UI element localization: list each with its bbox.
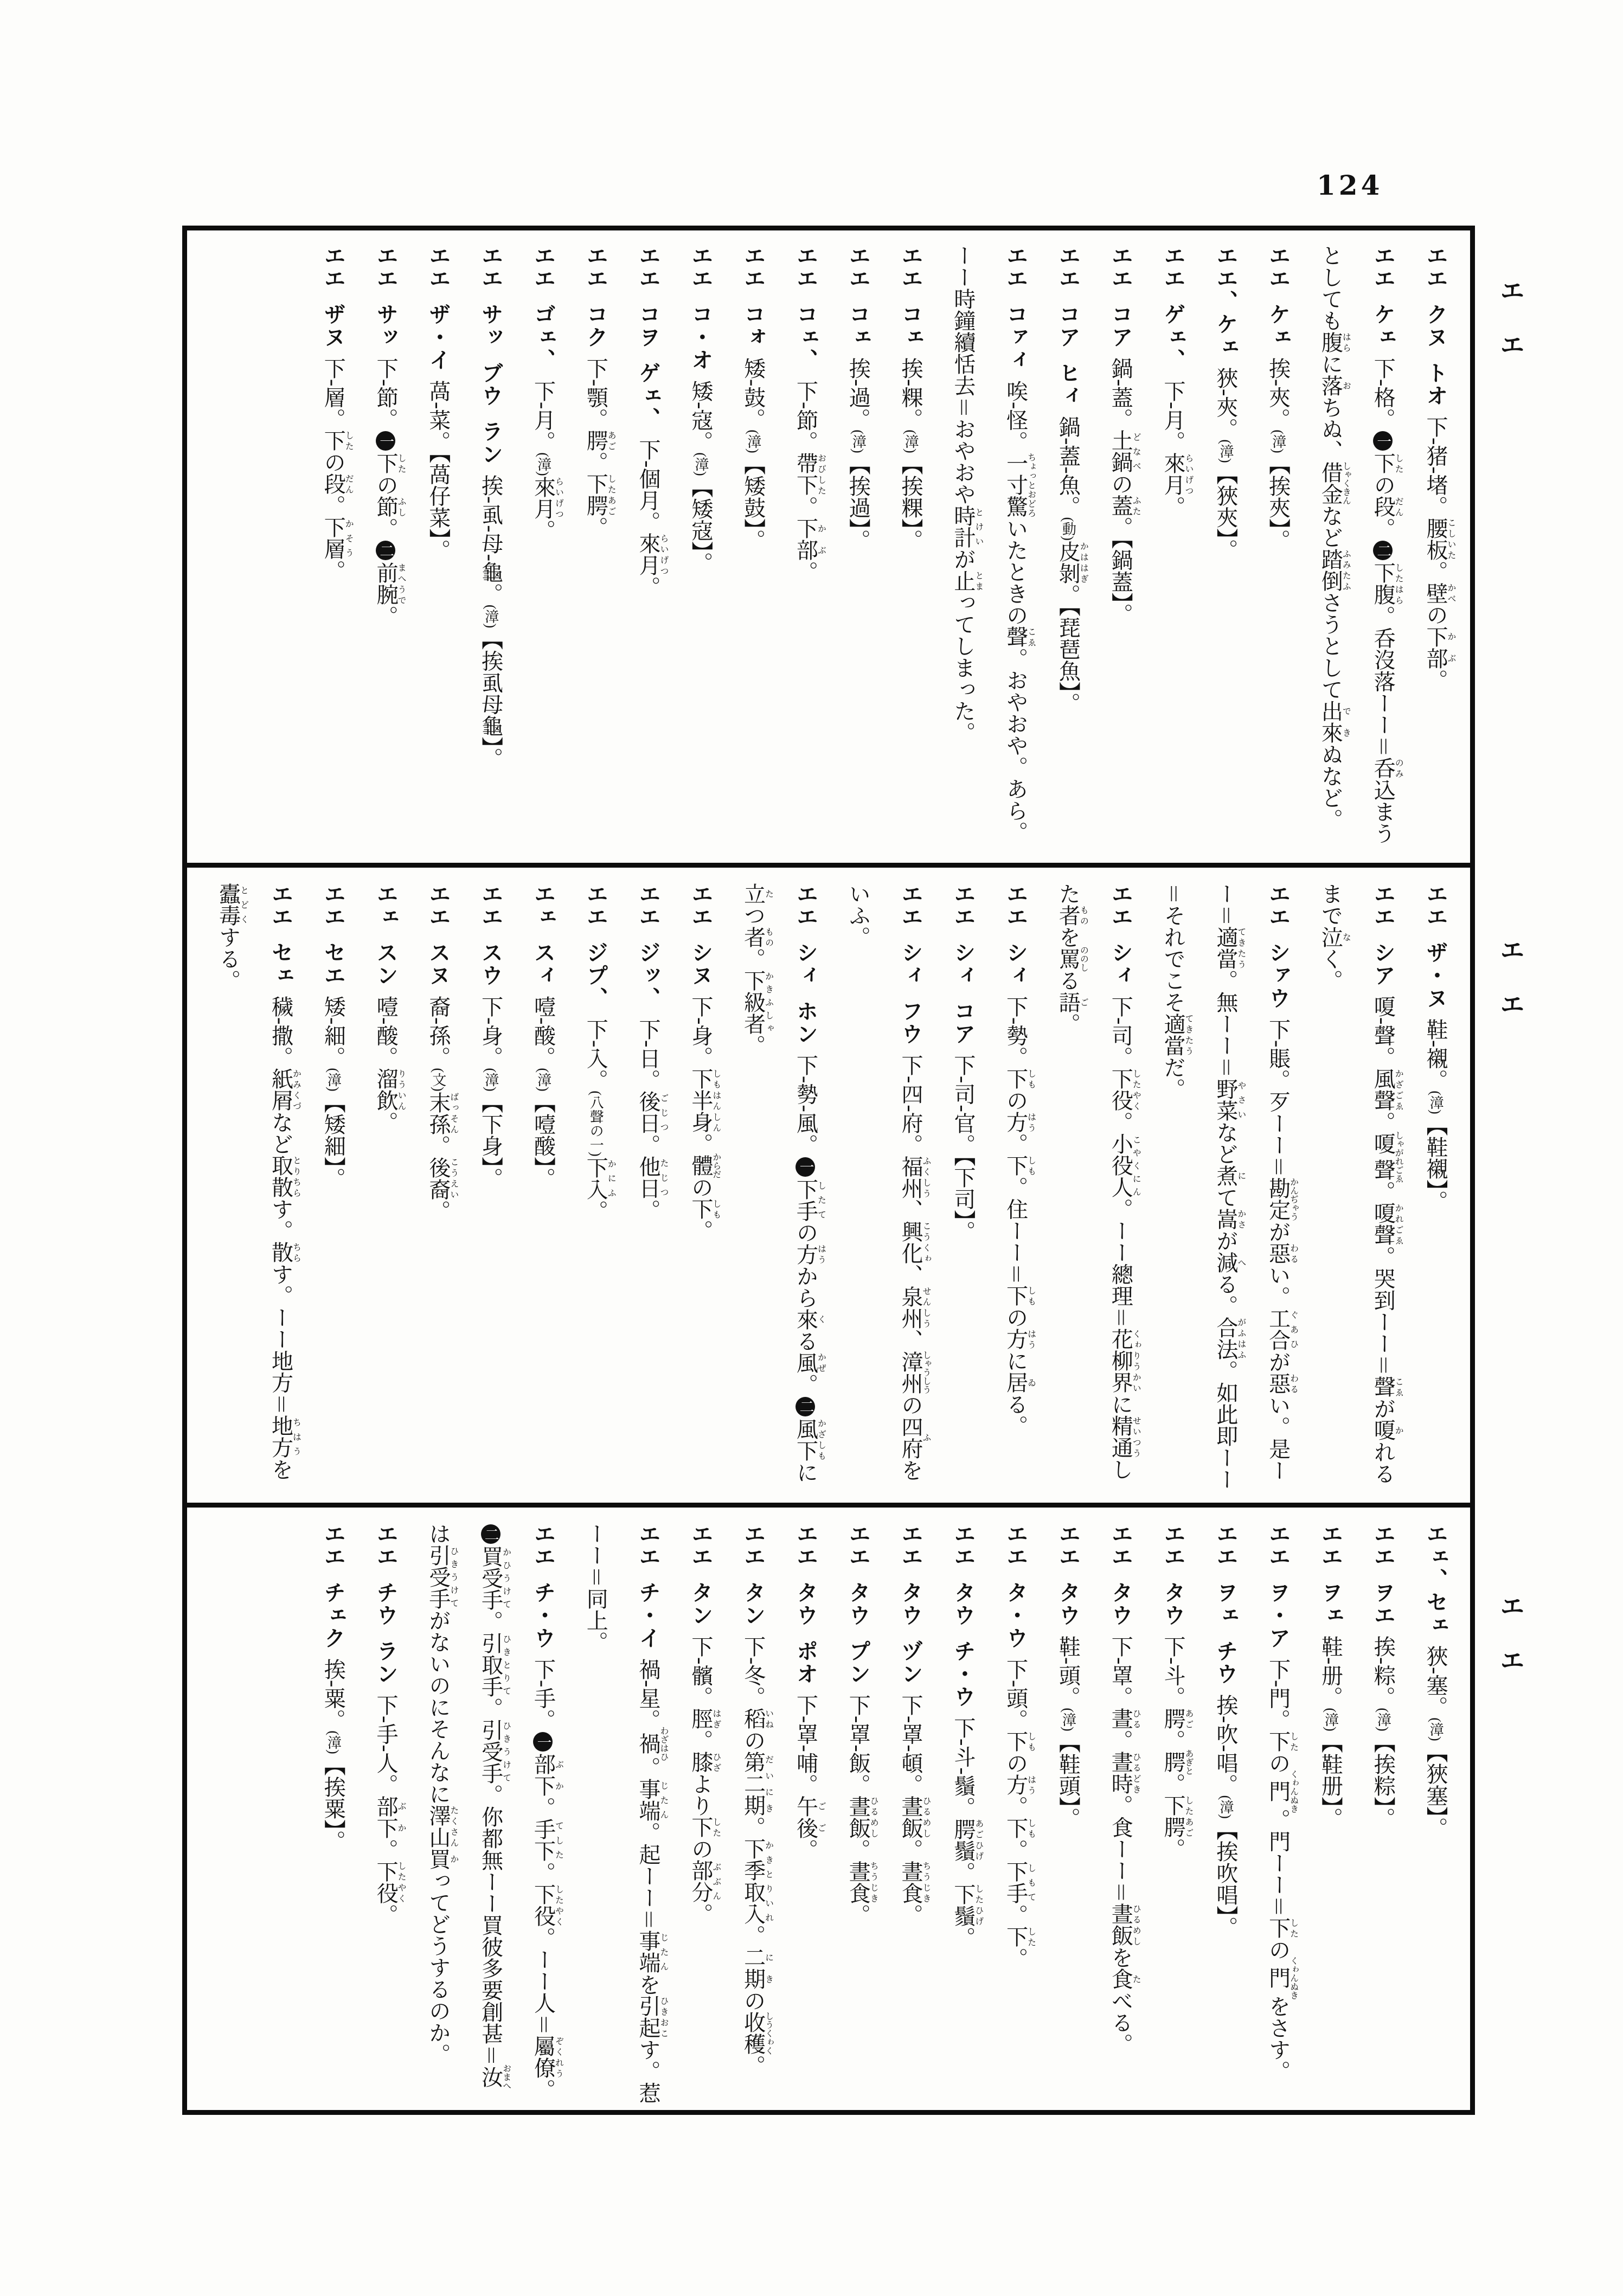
entry-kana-reading: エエ シィ	[1108, 883, 1133, 987]
entry-kana-reading: エエ ザ・ヌ	[1423, 883, 1448, 1010]
dict-entry	[989, 1523, 1042, 2105]
entry-kana-reading: エエ コク	[583, 245, 608, 349]
entry-kana-reading: エェ スン	[374, 883, 399, 987]
entry-definition: 下-賬。歹ーー＝勘定かんぢゃうが惡わるい。工合ぐあひが惡わるい。是ーー＝適當てきたう。無ーー＝野菜やさいなど煮にて嵩かさが減へる。合法がふはふ。如此即ーー＝それでこそ適當てきたうだ。	[1161, 883, 1298, 1490]
dict-entry	[1356, 1523, 1409, 2105]
entry-definition: 下-罩-飯。晝飯ひるめし。晝食ちうじき。	[846, 1694, 878, 1926]
margin-guide-kana-band2: エエ	[1497, 937, 1524, 1046]
entry-definition: 下-斗-鬚。腭鬚あごひげ。下鬚したひげ。	[951, 1717, 983, 1948]
dict-entry	[1304, 245, 1409, 857]
dict-entry	[412, 883, 464, 1497]
entry-kana-reading: エエ コア ヒィ	[1056, 245, 1081, 407]
entry-kana-reading: エエ タウ	[1056, 1523, 1081, 1627]
dict-entry	[1146, 883, 1304, 1497]
dict-entry	[1252, 245, 1304, 857]
dict-entry	[1409, 1523, 1461, 2105]
entry-definition: 下-手-人。部下ぶか。下役したやく。	[374, 1694, 406, 1926]
entry-definition: 下-身。下半身しもはんしん。體からだの下しも。	[688, 996, 721, 1242]
dict-entry	[1304, 883, 1409, 1497]
band-3	[187, 1509, 1470, 2109]
entry-kana-reading: エエ ヲエ	[1371, 1523, 1396, 1627]
dict-entry	[1199, 1523, 1252, 2105]
band-2	[187, 869, 1470, 1501]
entry-definition: 下-格。一下したの段だん。二下腹したはら。呑沒落ーー＝呑のみ込まうとしても腹はらに落おちぬ、借金しゃくきんなど踏倒ふみたふさうとして出來できぬなど。	[1318, 245, 1403, 844]
entry-kana-reading: エエ タウ ヅン	[899, 1523, 923, 1685]
entry-definition: 鞋-册。(漳)【鞋册】。	[1318, 1636, 1343, 1829]
circled-number: 一	[1373, 431, 1393, 451]
entry-definition: 下-門。下したの門くゎんぬき。門ーー＝下したの門くゎんぬきをさす。	[1266, 1658, 1298, 2082]
entry-kana-reading: エエ クヌ トオ	[1423, 245, 1448, 407]
entry-kana-reading: エエ タウ	[1108, 1523, 1133, 1627]
entry-kana-reading: エエ シィ コア	[951, 883, 976, 1046]
entry-kana-reading: エエ シィ フウ	[899, 883, 923, 1046]
entry-definition: 下-司。下役したやく。小役人こやくにん。ーー總理＝花柳界くゎりうかいに精通せいつうした者ものを罵ののしる語ご。	[1056, 883, 1141, 1480]
usage-marker: (漳)	[1428, 1717, 1444, 1741]
dict-entry	[727, 883, 832, 1497]
entry-definition: 鞋-襯。(漳)【鞋襯】。	[1423, 1018, 1448, 1212]
entry-definition: 挨-夾。(漳)【挨夾】。	[1266, 357, 1291, 551]
dict-entry	[1094, 245, 1146, 857]
entry-kana-reading: エエ タウ プン	[846, 1523, 871, 1685]
entry-definition: 下-勢。下しもの方はう。下しも。住ーー＝下しもの方はうに居ゐる。	[1003, 996, 1036, 1437]
entry-kana-reading: エエ サッ	[374, 245, 399, 349]
dict-entry	[517, 883, 569, 1497]
entry-definition: 下-日。後日ごじつ。他日たじつ。	[636, 1018, 669, 1221]
entry-kana-reading: エェ スィ	[531, 883, 556, 987]
dict-entry	[1146, 245, 1199, 857]
entry-definition: 下-身。(漳)【下身】。	[478, 996, 503, 1189]
usage-marker: (漳)	[1375, 1708, 1391, 1731]
entry-kana-reading: エエ スウ	[478, 883, 503, 987]
entry-kana-reading: エエ シヌ	[688, 883, 713, 987]
dict-entry	[1146, 1523, 1199, 2105]
entry-definition: 下-月。(漳)來月らいげつ。	[531, 380, 563, 541]
entry-kana-reading: エエ チウ ラン	[374, 1523, 399, 1685]
dict-entry	[674, 883, 727, 1497]
band-separator-1	[187, 863, 1470, 868]
dict-entry	[1304, 1523, 1357, 2105]
dict-entry	[936, 1523, 989, 2105]
dict-entry	[779, 245, 832, 857]
entry-definition: 下-層。下したの段だん。下層かそう。	[321, 357, 354, 582]
entry-definition: 下-勢-風。一下手したての方はうから來くる風かぜ。二風下かざしもに立たつ者もの。下級者かきふしゃ。	[741, 883, 826, 1483]
usage-marker: (動)	[1060, 517, 1076, 541]
entry-definition: 噎-酸。(漳)【噎酸】。	[531, 996, 556, 1189]
dict-entry	[359, 245, 412, 857]
dict-entry	[936, 883, 989, 1497]
entry-definition: 挨-吹-唱。(漳)【挨吹唱】。	[1213, 1694, 1238, 1938]
entry-definition: 下-猪-堵。腰板こしいた。壁かべの下部かぶ。	[1423, 416, 1455, 691]
usage-marker: (漳)	[535, 1068, 551, 1092]
usage-marker: (漳)	[692, 452, 709, 476]
entry-definition: 下-入。(八聲の一)下入かにふ。	[583, 1018, 616, 1222]
entry-kana-reading: エエ チ・ウ	[531, 1523, 556, 1650]
dict-entry	[306, 883, 359, 1497]
usage-marker: (漳)	[483, 1068, 499, 1092]
entry-definition: 唉-怪。一寸驚ちょっとおどろいたときの聲こゑ。おやおや。あら。ーー時鐘續恬去＝おやおや時計とけいが止とまってしまった。	[951, 245, 1036, 843]
entry-definition: 嗄-聲。風聲かざごゑ。嗄聲しゃがれごゑ。嗄聲かれごゑ。哭到ーー＝聲こゑが嗄かれるまで泣なく。	[1318, 883, 1403, 1485]
entry-definition: 下-頭。下しもの方はう。下しも。下手しもて。下した。	[1003, 1658, 1036, 1970]
usage-marker: (八聲の一)	[588, 1091, 604, 1157]
dict-entry	[831, 1523, 884, 2105]
entry-kana-reading: エエ ゴェ、	[531, 245, 556, 371]
dict-entry	[359, 1523, 412, 2105]
entry-kana-reading: エエ ヲ・ア	[1266, 1523, 1291, 1650]
entry-definition: 挨-粽。(漳)【挨粽】。	[1371, 1636, 1396, 1829]
circled-number: 二	[796, 1397, 815, 1416]
entry-definition: 下-月。來月らいげつ。	[1161, 380, 1194, 518]
band-separator-2	[187, 1503, 1470, 1508]
entry-kana-reading: エエ タウ ポオ	[793, 1523, 818, 1685]
usage-marker: (漳)	[325, 1068, 342, 1092]
entry-kana-reading: エエ タン	[688, 1523, 713, 1627]
entry-definition: 矮-鼓。(漳)【矮鼓】。	[741, 357, 766, 551]
dict-entry	[1042, 245, 1094, 857]
entry-kana-reading: エエ ジプ、	[583, 883, 608, 1010]
entry-kana-reading: エエ スヌ	[426, 883, 451, 987]
dict-entry	[359, 883, 412, 1497]
entry-kana-reading: エエ ゲェ、	[1161, 245, 1186, 371]
entry-kana-reading: エエ、ケェ	[1213, 245, 1238, 358]
entry-kana-reading: エエ チ・イ	[636, 1523, 661, 1650]
entry-definition: 噎-酸。溜飲りういん。	[374, 996, 406, 1133]
dict-entry	[412, 1523, 569, 2105]
usage-marker: (漳)	[1217, 1795, 1234, 1819]
usage-marker: (文)	[430, 1068, 446, 1092]
entry-kana-reading: エエ コア	[1108, 245, 1133, 349]
entry-kana-reading: エエ セエ	[321, 883, 346, 987]
entry-kana-reading: エエ コヲ ゲェ、	[636, 245, 661, 430]
entry-definition: 下-罩。晝ひる。晝時ひるどき。食ーー＝晝飯ひるめしを食たべる。	[1108, 1636, 1141, 2055]
dict-entry	[1094, 1523, 1146, 2105]
entry-kana-reading: エエ シィ ホン	[793, 883, 818, 1046]
usage-marker: (漳)	[850, 429, 867, 453]
entry-definition: 狹-夾。(漳)【狹夾】。	[1213, 367, 1238, 561]
entry-definition: 下-司-官。【下司】。	[951, 1054, 976, 1242]
entry-kana-reading: エエ コォ	[741, 245, 766, 349]
dict-entry	[884, 245, 936, 857]
entry-kana-reading: エエ コェ	[899, 245, 923, 349]
dict-entry	[831, 883, 936, 1497]
usage-marker: (漳)	[1323, 1708, 1339, 1731]
dict-entry	[569, 1523, 674, 2105]
dictionary-frame	[182, 226, 1475, 2115]
entry-definition: 裔-孫。(文)末孫ばっそん。後裔こうえい。	[426, 996, 458, 1222]
band-1	[187, 230, 1470, 862]
circled-number: 二	[1373, 541, 1393, 560]
dict-entry	[727, 1523, 779, 2105]
dict-entry	[884, 1523, 936, 2105]
dict-entry	[1409, 883, 1461, 1497]
dict-entry	[936, 245, 1042, 857]
entry-definition: 下-斗。腭あご。腭あぎと。下腭したあご。	[1161, 1636, 1194, 1860]
entry-definition: 萵-菜。【萵仔菜】。	[426, 380, 451, 561]
entry-definition: 下-罩-哺。午後ごご。	[793, 1694, 826, 1861]
dict-entry	[569, 245, 621, 857]
entry-definition: 禍-星。禍わざはひ。事端じたん。起ーー＝事端じたんを引起ひきおこす。惹ーー＝同上。	[583, 1523, 669, 2104]
entry-kana-reading: エエ ヲェ	[1318, 1523, 1343, 1627]
entry-kana-reading: エエ コェ	[846, 245, 871, 349]
dict-entry	[621, 883, 674, 1497]
margin-guide-kana-band3: エエ	[1497, 1593, 1524, 1702]
entry-definition: 挨-過。(漳)【挨過】。	[846, 357, 871, 551]
entry-kana-reading: エエ セェ	[268, 883, 293, 987]
entry-kana-reading: エエ コ・オ	[688, 245, 713, 371]
dict-entry	[517, 245, 569, 857]
circled-number: 一	[376, 431, 395, 451]
entry-kana-reading: エエ シア	[1371, 883, 1396, 987]
entry-definition: 下-四-府。福州ふくしう、興化こうくゎ、泉州せんしう、漳州しゃうしうの四府ふをいふ。	[846, 883, 931, 1481]
usage-marker: (漳)	[903, 429, 919, 453]
entry-definition: 鍋-蓋。土鍋どなべの蓋ふた。【鍋蓋】。	[1108, 357, 1141, 625]
usage-marker: (漳)	[483, 604, 499, 628]
usage-marker: (漳)	[1217, 439, 1234, 463]
entry-kana-reading: エエ ケェ	[1266, 245, 1291, 349]
dict-entry	[989, 883, 1042, 1497]
entry-definition: 挨-粿。(漳)【挨粿】。	[899, 357, 923, 551]
entry-kana-reading: エエ タ・ウ	[1003, 1523, 1028, 1650]
usage-marker: (漳)	[1060, 1708, 1076, 1731]
entry-definition: 矮-細。(漳)【矮細】。	[321, 996, 346, 1189]
dict-entry	[621, 245, 674, 857]
dict-entry	[674, 245, 727, 857]
dict-entry	[674, 1523, 727, 2105]
dict-entry	[1042, 1523, 1094, 2105]
circled-number: 一	[796, 1157, 815, 1177]
entry-definition: 挨-粟。(漳)【挨粟】。	[321, 1658, 346, 1852]
entry-kana-reading: エエ コェ、	[793, 245, 818, 371]
page-number: 124	[1317, 169, 1383, 201]
entry-kana-reading: エエ チェク	[321, 1523, 346, 1650]
entry-definition: 下-顎。腭あご。下腭したあご。	[583, 357, 616, 538]
entry-definition: 鞋-頭。(漳)【鞋頭】。	[1056, 1636, 1081, 1829]
entry-definition: 下-髕。脛はぎ。膝ひざより下したの部分ぶぶん。	[688, 1636, 721, 1925]
circled-number: 一	[533, 1732, 553, 1752]
entry-kana-reading: エエ シィ	[1003, 883, 1028, 987]
dict-entry	[464, 245, 517, 857]
dict-entry	[464, 883, 517, 1497]
dict-entry	[569, 883, 621, 1497]
entry-definition: 下-罩-頓。晝飯ひるめし。晝食ちうじき。	[899, 1694, 931, 1926]
dict-entry	[779, 1523, 832, 2105]
usage-marker: (漳)	[535, 452, 551, 476]
entry-kana-reading: エエ ジッ、	[636, 883, 661, 1010]
dict-entry	[1199, 245, 1252, 857]
dict-entry	[1252, 1523, 1304, 2105]
entry-kana-reading: エエ サッ ブウ ラン	[478, 245, 503, 466]
entry-kana-reading: エエ ザ・イ	[426, 245, 451, 371]
entry-kana-reading: エエ タウ	[1161, 1523, 1186, 1627]
entry-kana-reading: エエ ザヌ	[321, 245, 346, 349]
dict-entry	[412, 245, 464, 857]
entry-definition: 下-節。帶下おびした。下部かぶ。	[793, 380, 826, 583]
circled-number: 二	[481, 1524, 501, 1544]
entry-kana-reading: エエ シァウ	[1266, 883, 1291, 1010]
circled-number: 二	[376, 541, 395, 560]
usage-marker: (漳)	[745, 429, 761, 453]
entry-kana-reading: エエ ケェ	[1371, 245, 1396, 349]
dict-entry	[202, 883, 307, 1497]
entry-kana-reading: エエ コァィ	[1003, 245, 1028, 371]
dict-entry	[306, 245, 359, 857]
entry-definition: 狹-塞。(漳)【狹塞】。	[1423, 1645, 1448, 1839]
dict-entry	[831, 245, 884, 857]
dict-entry	[306, 1523, 359, 2105]
margin-guide-kana-band1: エエ	[1497, 278, 1524, 386]
entry-kana-reading: エエ タン	[741, 1523, 766, 1627]
entry-definition: 穢-撒。紙屑かみくづなど取散とりちらす。散ちらす。ーー地方＝地方ちはうを蠹毒とどくする。	[216, 883, 301, 1480]
dict-entry	[1409, 245, 1461, 857]
entry-definition: 鍋-蓋-魚。(動)皮剝かははぎ。【琵琶魚】。	[1056, 416, 1088, 714]
entry-kana-reading: エェ、セェ	[1423, 1523, 1448, 1637]
usage-marker: (漳)	[1270, 429, 1286, 453]
entry-definition: 下-冬。稻いねの第二期だいにき。下季取入かきとりいれ。二期にきの收穫しうくゎく。	[741, 1636, 773, 2077]
entry-definition: 下-手。一部下ぶか。手下てした。下役したやく。ーー人＝屬僚ぞくれう。二買受手かひうけて。引取手ひきとりて。引受手ひきうけて。你都無ーー買彼多要創甚＝汝おまへは引受手ひきうけてがないのにそんなに澤山たくさん買かってどうするのか。	[426, 1523, 563, 2101]
dict-entry	[727, 245, 779, 857]
entry-definition: 下-節。一下したの節ふし。二前腕まへうで。	[374, 357, 406, 627]
entry-kana-reading: エエ タウ チ・ウ	[951, 1523, 976, 1708]
entry-kana-reading: エエ ヲェ チウ	[1213, 1523, 1238, 1685]
entry-definition: 矮-寇。(漳)【矮寇】。	[688, 380, 713, 574]
usage-marker: (漳)	[1428, 1091, 1444, 1114]
entry-definition: 下-個月。來月らいげつ。	[636, 439, 669, 598]
dict-entry	[1042, 883, 1147, 1497]
entry-definition: 挨-虱-母-龜。(漳)【挨虱母龜】。	[478, 474, 503, 769]
usage-marker: (漳)	[325, 1730, 342, 1754]
